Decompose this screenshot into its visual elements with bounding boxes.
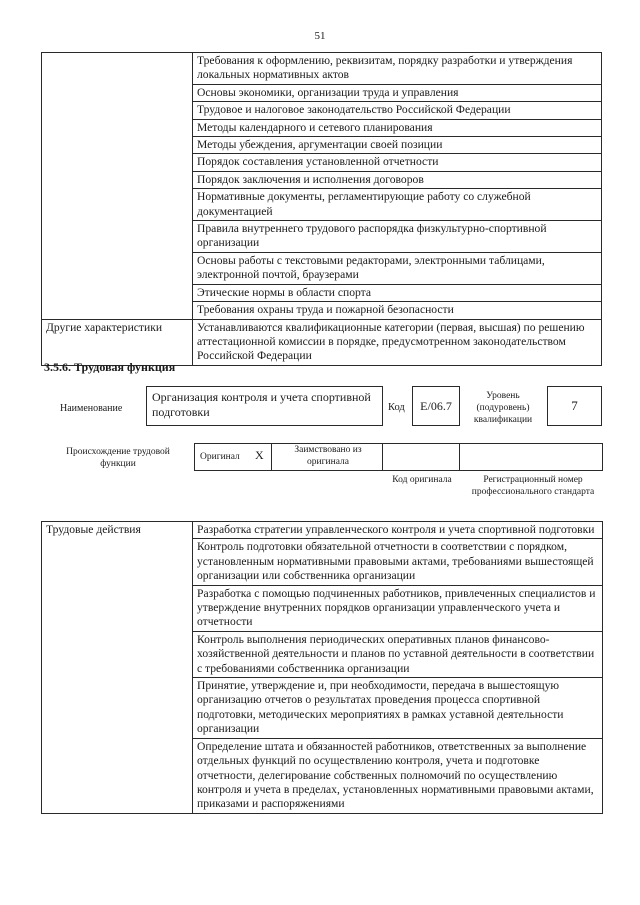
other-characteristics-label: Другие характеристики [42,319,193,365]
knowledge-item: Трудовое и налоговое законодательство Российской Федерации [193,102,602,119]
knowledge-item: Порядок заключения и исполнения договоров [193,171,602,188]
registration-number-caption: Регистрационный номер профессионального стандарта [471,475,595,497]
level-value: 7 [571,398,578,413]
labor-action-item: Контроль подготовки обязательной отчетности в соответствии с порядком, установленным нормативными правовыми актами, требованиями вышестоящей организации или собственника организации [193,539,603,585]
labor-action-item: Определение штата и обязанностей работников, ответственных за выполнение отдельных функций по осуществлению контроля, учета и подготовке отчетности, делегирование собственных полномочий по осуществлению контроля и учета в пределах, установленных нормативными правовыми актами, приказами и распоряжениями [193,738,603,813]
origin-code-divider [382,443,460,471]
labor-action-item: Контроль выполнения периодических оперативных планов финансово-хозяйственной деятельности и планов по уставной деятельности в соответствии с требованиями собственника организации [193,631,603,677]
knowledge-item: Методы календарного и сетевого планирования [193,119,602,136]
section-title: 3.5.6. Трудовая функция [44,360,176,374]
knowledge-item: Требования к оформлению, реквизитам, порядку разработки и утверждения локальных нормативных актов [193,53,602,85]
knowledge-label-cell [42,53,193,320]
knowledge-item: Требования охраны труда и пожарной безопасности [193,302,602,319]
labor-action-item: Разработка стратегии управленческого контроля и учета спортивной подготовки [193,522,603,539]
knowledge-item: Основы экономики, организации труда и управления [193,84,602,101]
name-label: Наименование [60,403,123,414]
labor-actions-label: Трудовые действия [42,522,193,814]
knowledge-item: Нормативные документы, регламентирующие работу со служебной документацией [193,189,602,221]
labor-action-item: Разработка с помощью подчиненных работников, привлеченных специалистов и утверждение внутренних порядков организации управленческого учета и отчетности [193,585,603,631]
knowledge-item: Правила внутреннего трудового распорядка физкультурно-спортивной организации [193,221,602,253]
other-characteristics-value: Устанавливаются квалификационные категории (первая, высшая) по решению аттестационной комиссии в порядке, предусмотренном законодательством Российской Федерации [193,319,602,365]
code-value: E/06.7 [420,399,452,413]
origin-label: Происхождение трудовой функции [66,447,170,469]
labor-action-item: Принятие, утверждение и, при необходимости, передача в вышестоящую организацию отчетов о результатах проведения процесса спортивной подготовки, методических мероприятиях в рамках уставной деятельности организации [193,678,603,739]
knowledge-item: Порядок составления установленной отчетности [193,154,602,171]
code-label: Код [388,402,405,413]
original-mark: X [255,448,264,462]
labor-actions-table [41,521,603,814]
knowledge-item: Методы убеждения, аргументации своей позиции [193,137,602,154]
original-label: Оригинал [200,452,240,462]
knowledge-table [41,52,602,366]
knowledge-item: Основы работы с текстовыми редакторами, электронными таблицами, электронной почтой, браузерами [193,252,602,284]
qualification-level-label: Уровень (подуровень) квалификации [473,391,533,425]
knowledge-item: Этические нормы в области спорта [193,284,602,301]
function-name-value: Организация контроля и учета спортивной подготовки [152,390,371,419]
page-number: 51 [314,30,326,42]
borrowed-label: Заимствовано из оригинала [294,445,362,467]
code-of-original-caption: Код оригинала [392,475,452,485]
